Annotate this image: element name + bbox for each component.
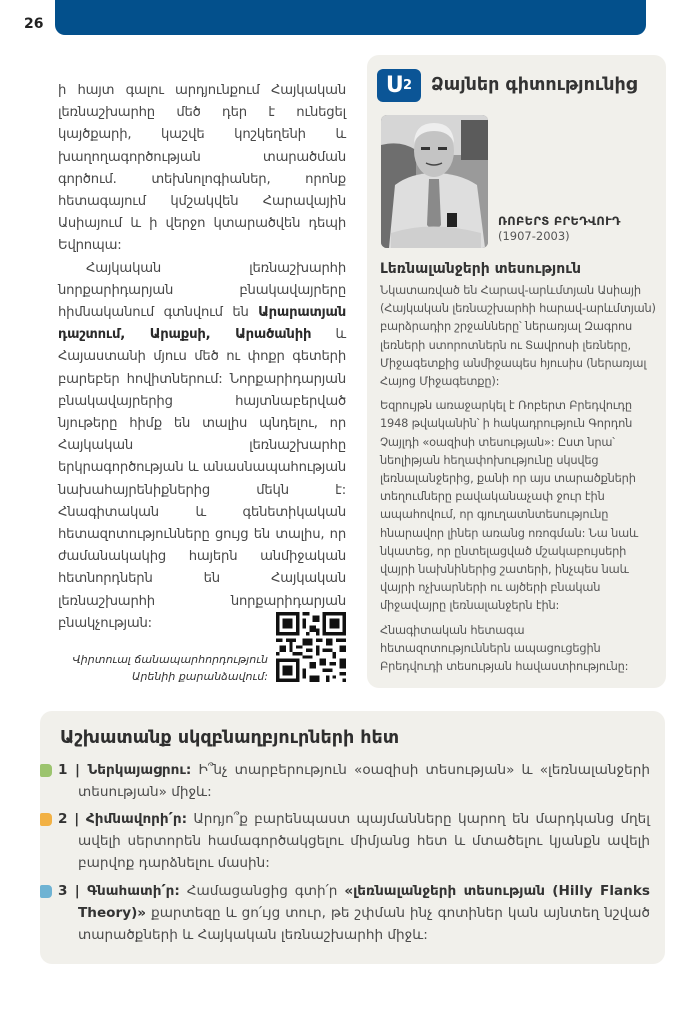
science-voices-box — [367, 55, 666, 688]
paragraph-2-end: և Հայաստանի մյուս մեծ ու փոքր գետերի բարեբեր հովիտներում: Նորքարիդարյան բնակավայրերից հայտնաբերված նյութերը հիմք են տալիս պնդելու, որ Հայկական լեռնաշխարհը երկրագործության և անասնապահության նախահայրենիքներից մեկն է: Հնագիտական և գենետիկական հետազոտությունները ցույց են տալիս, որ ժամանակակից հայերն անմիջական հետնորդներն են Հայկական լեռնաշխարհի նորքարիդարյան բնակչության: — [58, 327, 347, 631]
qr-code-icon[interactable] — [276, 612, 346, 682]
task-marker-green — [40, 764, 52, 777]
portrait-photo-icon — [381, 115, 488, 248]
task-text: Համացանցից գտի՛ր — [179, 883, 345, 899]
theory-title: Լեռնալանջերի տեսություն — [380, 261, 581, 277]
qr-caption-line-1: Վիրտուալ ճանապարհորդություն — [72, 653, 268, 666]
scientist-name: ՌՈԲԵՐՏ ԲՐԵԴՎՈՒԴ — [498, 214, 621, 228]
scientist-years: (1907-2003) — [498, 229, 570, 243]
scientist-portrait — [381, 115, 488, 248]
page-number: 26 — [24, 16, 44, 32]
qr-caption — [60, 651, 268, 685]
badge-number: 2 — [403, 78, 413, 93]
task-verb: Հիմնավորի՛ր: — [85, 811, 188, 827]
task-item: 2 | Հիմնավորի՛ր: Արդյո՞ք բարենպաստ պայմանները կարող են մարդկանց մղել ավելի սերտորեն համագործակցելու միմյանց հետ և մտածելու կյանքն ավելի բարվոք դարձնելու մասին: — [40, 808, 650, 874]
task-text-after: քարտեզը և ցո՛ւյց տուր, թե շփման ինչ գոտիներ կան այնտեղ նշված տարածքների և Հայկական լեռնաշխարհի միջև: — [78, 905, 650, 943]
task-marker-orange — [40, 813, 52, 826]
task-item: 3 | Գնահատի՛ր: Համացանցից գտի՛ր «լեռնալանջերի տեսության (Hilly Flanks Theory)» քարտեզը և ցո՛ւյց տուր, թե շփման ինչ գոտիներ կան այնտեղ նշված տարածքների և Հայկական լեռնաշխարհի միջև: — [40, 880, 650, 946]
task-text: Ի՞նչ տարբերություն «օազիսի տեսության» և «լեռնալանջերի տեսության» միջև: — [78, 762, 650, 800]
sidebar-title: Ձայներ գիտությունից — [431, 75, 637, 95]
badge-letter: Ս — [385, 73, 403, 98]
task-text: Արդյո՞ք բարենպաստ պայմանները կարող են մարդկանց մղել ավելի սերտորեն համագործակցելու միմյանց հետ և մտածելու կյանքն ավելի բարվոք դարձնելու մասին: — [78, 811, 650, 871]
qr-caption-line-2: Արենիի քարանձավում: — [132, 670, 268, 683]
task-number: 3 — [58, 883, 68, 899]
task-verb: Ներկայացրու: — [87, 762, 192, 778]
task-number: 2 — [58, 811, 68, 827]
task-item: 1 | Ներկայացրու: Ի՞նչ տարբերություն «օազիսի տեսության» և «լեռնալանջերի տեսության» միջև: — [40, 759, 650, 803]
sources-work-box — [40, 711, 665, 964]
theory-paragraph: Եզրույթն առաջարկել է Ռոբերտ Բրեդվուդը 1948 թվականին՝ ի հակադրություն Գորդոն Չայլդի «օազիսի տեսության»: Ըստ նրա՝ նեոլիթյան հեղափոխությունը սկսվեց լեռնալանջերից, քանի որ այս տարածքների տեղումները բավականաչափ ջուր էին ապահովում, որ գյուղատնտեսությունը հնարավոր լիներ առանց ոռոգման: Նա նաև նկատեց, որ ընտելացված մշակաբույսերի վայրի նախնիներից շատերի, ինչպես նաև վայրի ոչխարների ու այծերի բնական միջավայրը լեռնալանջերն էին: — [380, 398, 639, 613]
theory-description — [380, 281, 658, 681]
header-bar — [55, 0, 646, 35]
sources-title: Աշխատանք սկզբնաղբյուրների հետ — [60, 728, 400, 748]
section-badge — [377, 69, 421, 102]
paragraph-1: ի հայտ գալու արդյունքում Հայկական լեռնաշխարհը մեծ դեր է ունեցել կայծքարի, կաշվե կոշկեղենի և խաղողագործության տարածման գործում. տեխնոլոգիաներ, որոնք հետագայում կմշակվեն Հարավային Ասիայում և ի վերջո կտարածվեն դեպի Եվրոպա: — [58, 83, 346, 254]
task-verb: Գնահատի՛ր: — [87, 883, 180, 899]
paragraph-2 — [58, 258, 346, 635]
theory-paragraph: Հնագիտական հետագա հետազոտություններն ապացուցեցին Բրեդվուդի տեսության հավաստիությունը: — [380, 622, 629, 674]
theory-paragraph: Նկատառված են Հարավ-արևմտյան Ասիայի (Հայկական լեռնաշխարհի հարավ-արևմտյան) բարձրադիր շրջանները՝ ներառյալ Զագրոս լեռների ստորոտներն ու Տավրոսի լեռները, Միջագետքից անմիջապես հյուսիս (ներառյալ Հայոց Միջագետքը): — [380, 283, 656, 389]
paragraph-2-highlight: Արարատյան դաշտում, Արաքսի, Արածանիի — [58, 305, 346, 343]
main-text-column — [58, 80, 346, 635]
paragraph-2-start: Հայկական լեռնաշխարհի նորքարիդարյան բնակավայրերը հիմնականում գտնվում են — [58, 260, 346, 321]
task-highlight: «լեռնալանջերի տեսության (Hilly Flanks Theory)» — [78, 883, 650, 921]
task-marker-blue — [40, 885, 52, 898]
task-number: 1 — [58, 762, 68, 778]
